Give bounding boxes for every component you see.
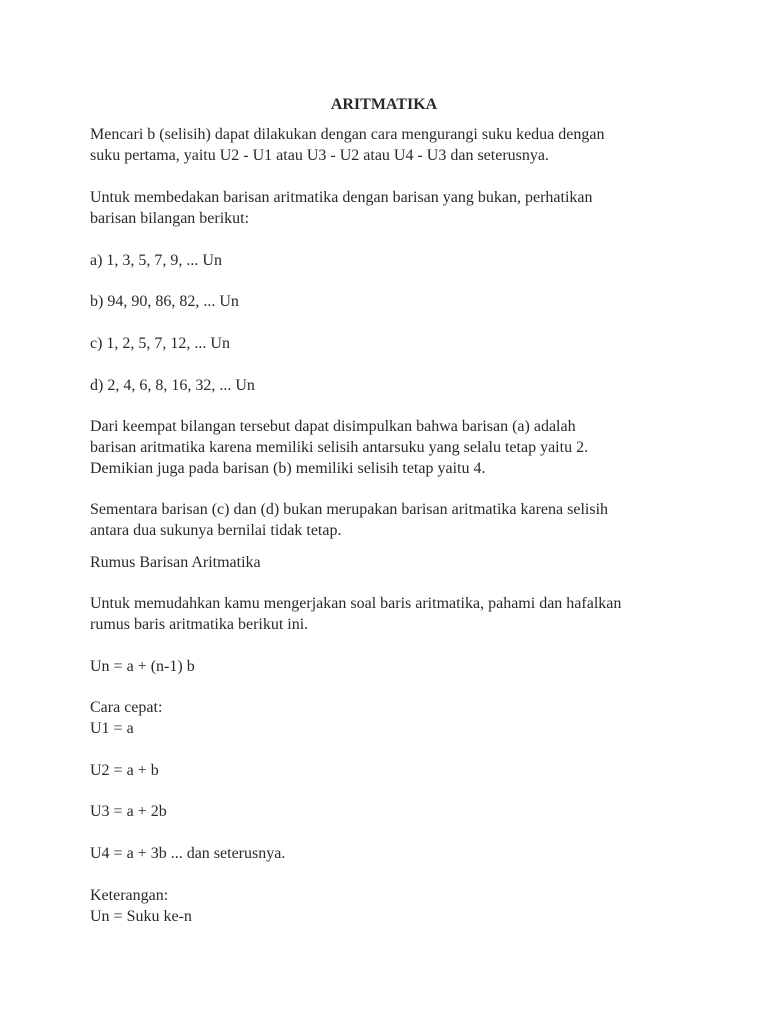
example-item-c: c) 1, 2, 5, 7, 12, ... Un: [90, 335, 230, 352]
example-item-a: a) 1, 3, 5, 7, 9, ... Un: [90, 252, 222, 269]
paragraph-non-arithmetic: Sementara barisan (c) dan (d) bukan merupakan barisan aritmatika karena selisih antara dua sukunya bernilai tidak tetap.: [90, 501, 609, 539]
example-item-b: b) 94, 90, 86, 82, ... Un: [90, 293, 239, 310]
formula-cara-cepat: Cara cepat: U1 = a: [90, 699, 163, 737]
formula-u2: U2 = a + b: [90, 762, 159, 779]
formula-un: Un = a + (n-1) b: [90, 658, 195, 675]
paragraph-intro-examples: Untuk membedakan barisan aritmatika dengan barisan yang bukan, perhatikan barisan bilangan berikut:: [90, 189, 593, 227]
paragraph-selisih-definition: Mencari b (selisih) dapat dilakukan dengan cara mengurangi suku kedua dengan suku pertama, yaitu U2 - U1 atau U3 - U2 atau U4 - U3 dan seterusnya.: [90, 126, 605, 164]
paragraph-conclusion: Dari keempat bilangan tersebut dapat disimpulkan bahwa barisan (a) adalah barisan aritmatika karena memiliki selisih antarsuku yang selalu tetap yaitu 2. Demikian juga pada barisan (b) memiliki selisih tetap yaitu 4.: [90, 418, 589, 477]
formula-u3: U3 = a + 2b: [90, 803, 167, 820]
document-title: ARITMATIKA: [330, 96, 438, 113]
formula-u4: U4 = a + 3b ... dan seterusnya.: [90, 845, 286, 862]
example-item-d: d) 2, 4, 6, 8, 16, 32, ... Un: [90, 377, 255, 394]
paragraph-rumus-intro: Untuk memudahkan kamu mengerjakan soal baris aritmatika, pahami dan hafalkan rumus baris aritmatika berikut ini.: [90, 595, 622, 633]
section-heading-rumus: Rumus Barisan Aritmatika: [90, 554, 261, 571]
paragraph-keterangan: Keterangan: Un = Suku ke-n: [90, 887, 192, 925]
